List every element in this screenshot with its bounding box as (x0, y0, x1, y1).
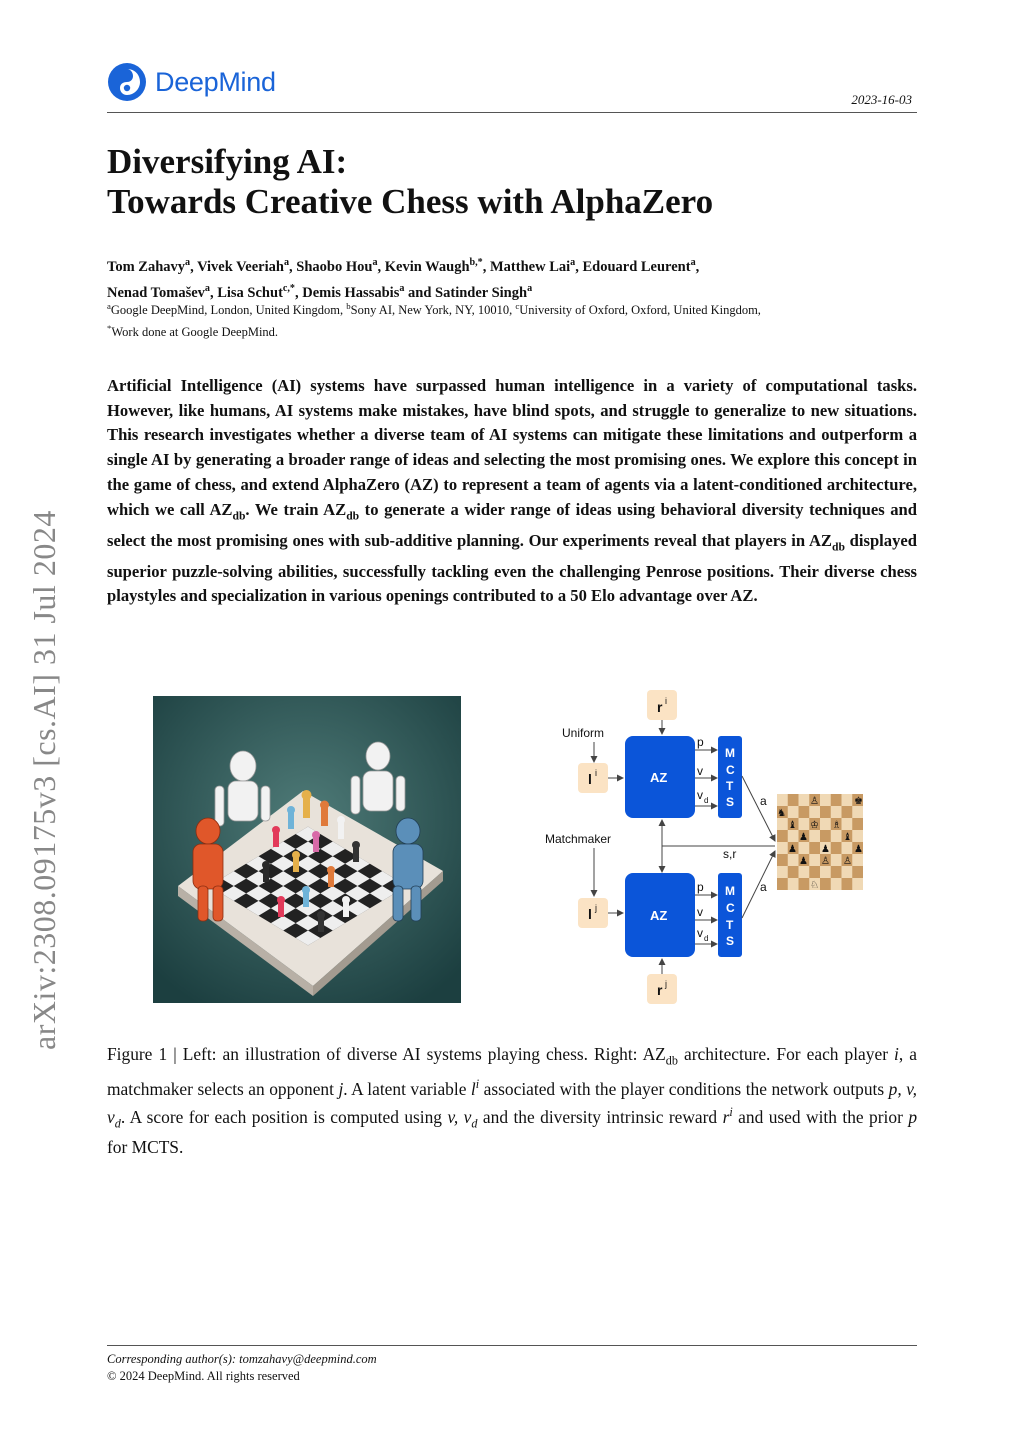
corresponding-author: Corresponding author(s): tomzahavy@deepmind.com (107, 1352, 377, 1366)
svg-text:T: T (726, 918, 734, 932)
svg-text:j: j (665, 979, 667, 989)
logo-wordmark: DeepMind (155, 66, 276, 97)
az-label-top: AZ (650, 770, 668, 785)
state-reward-label: s,r (723, 847, 737, 861)
azdb-architecture-diagram (535, 686, 875, 1006)
footer-rule (107, 1345, 917, 1346)
deepmind-logo (107, 62, 276, 102)
author: Nenad Tomašev (107, 284, 205, 301)
svg-text:♙: ♙ (843, 856, 852, 867)
latent-i-box (578, 763, 608, 793)
uniform-label: Uniform (562, 726, 605, 740)
author: Tom Zahavy (107, 258, 186, 275)
matchmaker-label: Matchmaker (545, 832, 612, 846)
svg-text:v: v (697, 905, 703, 919)
svg-text:♘: ♘ (810, 880, 819, 891)
svg-text:♚: ♚ (854, 796, 863, 807)
action-label-bottom: a (760, 880, 767, 894)
figure-caption: Figure 1 | Left: an illustration of diverse AI systems playing chess. Right: $AZ_{db}$ architecture. For each player i, a matchmaker selects an opponent j. A latent variable $l^i$ associated with the player conditions the network outputs p, v, $v_d$. A score for each position is computed using v, $v_d$ and the diversity intrinsic reward $r^i$ and used with the prior p for MCTS. (107, 1044, 918, 1158)
chessboard-thumbnail (777, 794, 863, 891)
svg-text:i: i (595, 768, 597, 778)
svg-text:♙: ♙ (810, 796, 819, 807)
affiliation-a: Google DeepMind, London, United Kingdom, (110, 303, 344, 318)
svg-text:C: C (726, 763, 735, 777)
svg-text:M: M (725, 884, 735, 898)
paper-title (107, 142, 713, 222)
author-list: Tom Zahavy$^a$, Vivek Veeriah$^a$, Shaobo Hou$^a$, Kevin Waugh$^{b,*}$, Matthew Lai$^a$, Edouard Leurent$^a$, Nenad Tomašev$^a$, Lisa Schut$^{c,*}$, Demis Hassabis$^a$ and Satinder Singh$^a$ (107, 257, 700, 301)
svg-text:v: v (697, 926, 703, 940)
svg-text:♝: ♝ (843, 832, 852, 843)
svg-text:♞: ♞ (777, 808, 786, 819)
affiliation-note: Work done at Google DeepMind. (111, 325, 279, 340)
author: Shaobo Hou (296, 258, 373, 275)
arxiv-stamp: arXiv:2308.09175v3 [cs.AI] 31 Jul 2024 (26, 510, 62, 1050)
svg-text:T: T (726, 779, 734, 793)
affiliations: $^a$Google DeepMind, London, United Kingdom, $^b$Sony AI, New York, NY, 10010, $^c$University of Oxford, Oxford, United Kingdom, *Work done at Google DeepMind. (107, 301, 761, 340)
title-line-2: Towards Creative Chess with AlphaZero (107, 182, 714, 221)
svg-text:♝: ♝ (788, 820, 797, 831)
svg-text:M: M (725, 746, 735, 760)
author: Kevin Waugh (384, 258, 470, 275)
svg-text:p: p (697, 880, 704, 894)
paper-date: 2023-16-03 (851, 92, 912, 107)
footer (107, 1351, 377, 1385)
author: Vivek Veeriah (197, 258, 284, 275)
svg-text:v: v (697, 788, 703, 802)
svg-text:♟: ♟ (788, 844, 797, 855)
header-rule (107, 112, 917, 113)
svg-text:♔: ♔ (810, 820, 819, 831)
author: Edouard Leurent (582, 258, 691, 275)
latent-j-label: l (588, 906, 592, 922)
author: Matthew Lai (490, 258, 571, 275)
author: Satinder Singh (435, 284, 528, 301)
reward-j-label: r (657, 982, 663, 998)
author: Demis Hassabis (302, 284, 400, 301)
svg-text:♟: ♟ (799, 856, 808, 867)
reward-i-label: r (657, 699, 663, 715)
author: Lisa Schut (217, 284, 283, 301)
svg-text:♟: ♟ (854, 844, 863, 855)
svg-text:j: j (595, 903, 597, 913)
svg-text:S: S (726, 934, 735, 948)
az-label-bottom: AZ (650, 908, 668, 923)
title-line-1: Diversifying AI: (107, 142, 348, 181)
svg-text:♙: ♙ (821, 856, 830, 867)
svg-text:p: p (697, 735, 704, 749)
abstract: Artificial Intelligence (AI) systems have surpassed human intelligence in a variety of computational tasks. However, like humans, AI systems make mistakes, have blind spots, and struggle to generalize to new situations. This research investigates whether a diverse team of AI systems can mitigate these limitations and outperform a single AI by generating a broader range of ideas and selecting the most promising ones. We explore this concept in the game of chess, and extend AlphaZero (AZ) to represent a team of agents via a latent-conditioned architecture, which we call $AZ_{db}$. We train $AZ_{db}$ to generate a wider range of ideas using behavioral diversity techniques and select the most promising ones with sub-additive planning. Our experiments reveal that players in $AZ_{db}$ displayed superior puzzle-solving abilities, successfully tackling even the challenging Penrose positions. Their diverse chess playstyles and specialization in various openings contributed to a 50 Elo advantage over AZ. (107, 376, 917, 606)
svg-text:S: S (726, 795, 735, 809)
action-label-top: a (760, 794, 767, 808)
copyright: © 2024 DeepMind. All rights reserved (107, 1369, 300, 1383)
svg-text:♟: ♟ (799, 832, 808, 843)
svg-text:d: d (704, 934, 709, 943)
chess-illustration (153, 696, 461, 1003)
svg-text:C: C (726, 901, 735, 915)
affiliation-c: University of Oxford, Oxford, United Kingdom, (519, 303, 761, 318)
deepmind-logo-icon (107, 62, 147, 102)
svg-text:d: d (704, 796, 709, 805)
svg-text:♟: ♟ (821, 844, 830, 855)
latent-i-label: l (588, 771, 592, 787)
affiliation-b: Sony AI, New York, NY, 10010, (350, 303, 513, 318)
svg-text:i: i (665, 696, 667, 706)
svg-text:v: v (697, 764, 703, 778)
svg-text:♗: ♗ (832, 820, 841, 831)
latent-j-box (578, 898, 608, 928)
